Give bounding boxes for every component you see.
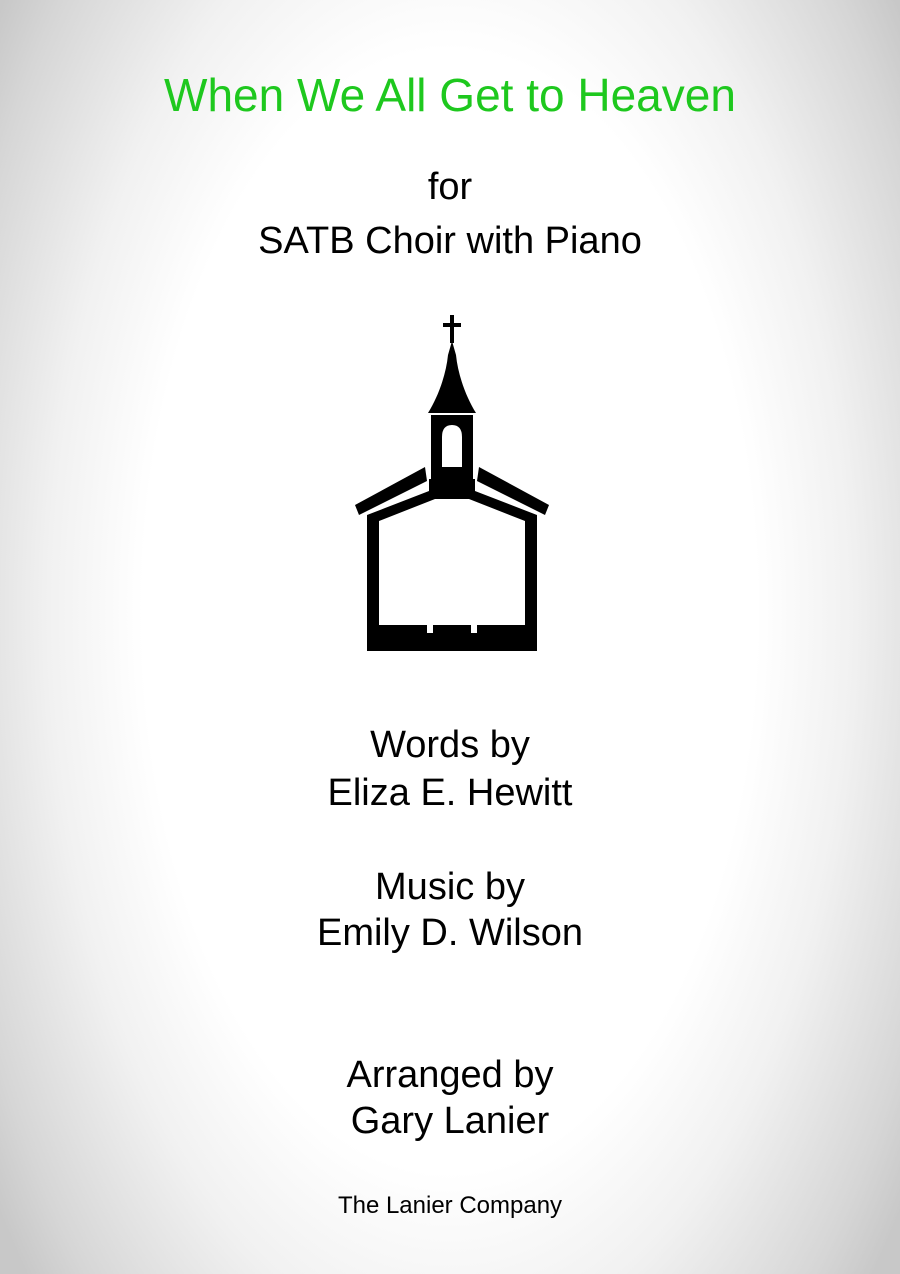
words-label: Words by	[370, 724, 530, 766]
arranged-author: Gary Lanier	[350, 1100, 550, 1142]
publisher-name: The Lanier Company	[337, 1192, 563, 1219]
church-icon	[355, 315, 549, 651]
subtitle-for: for	[427, 166, 473, 208]
page-title: When We All Get to Heaven	[164, 69, 736, 121]
music-author: Emily D. Wilson	[316, 912, 584, 954]
music-label: Music by	[375, 866, 525, 908]
arranged-label: Arranged by	[346, 1054, 554, 1096]
subtitle-ensemble: SATB Choir with Piano	[258, 220, 642, 262]
words-author: Eliza E. Hewitt	[327, 772, 573, 814]
